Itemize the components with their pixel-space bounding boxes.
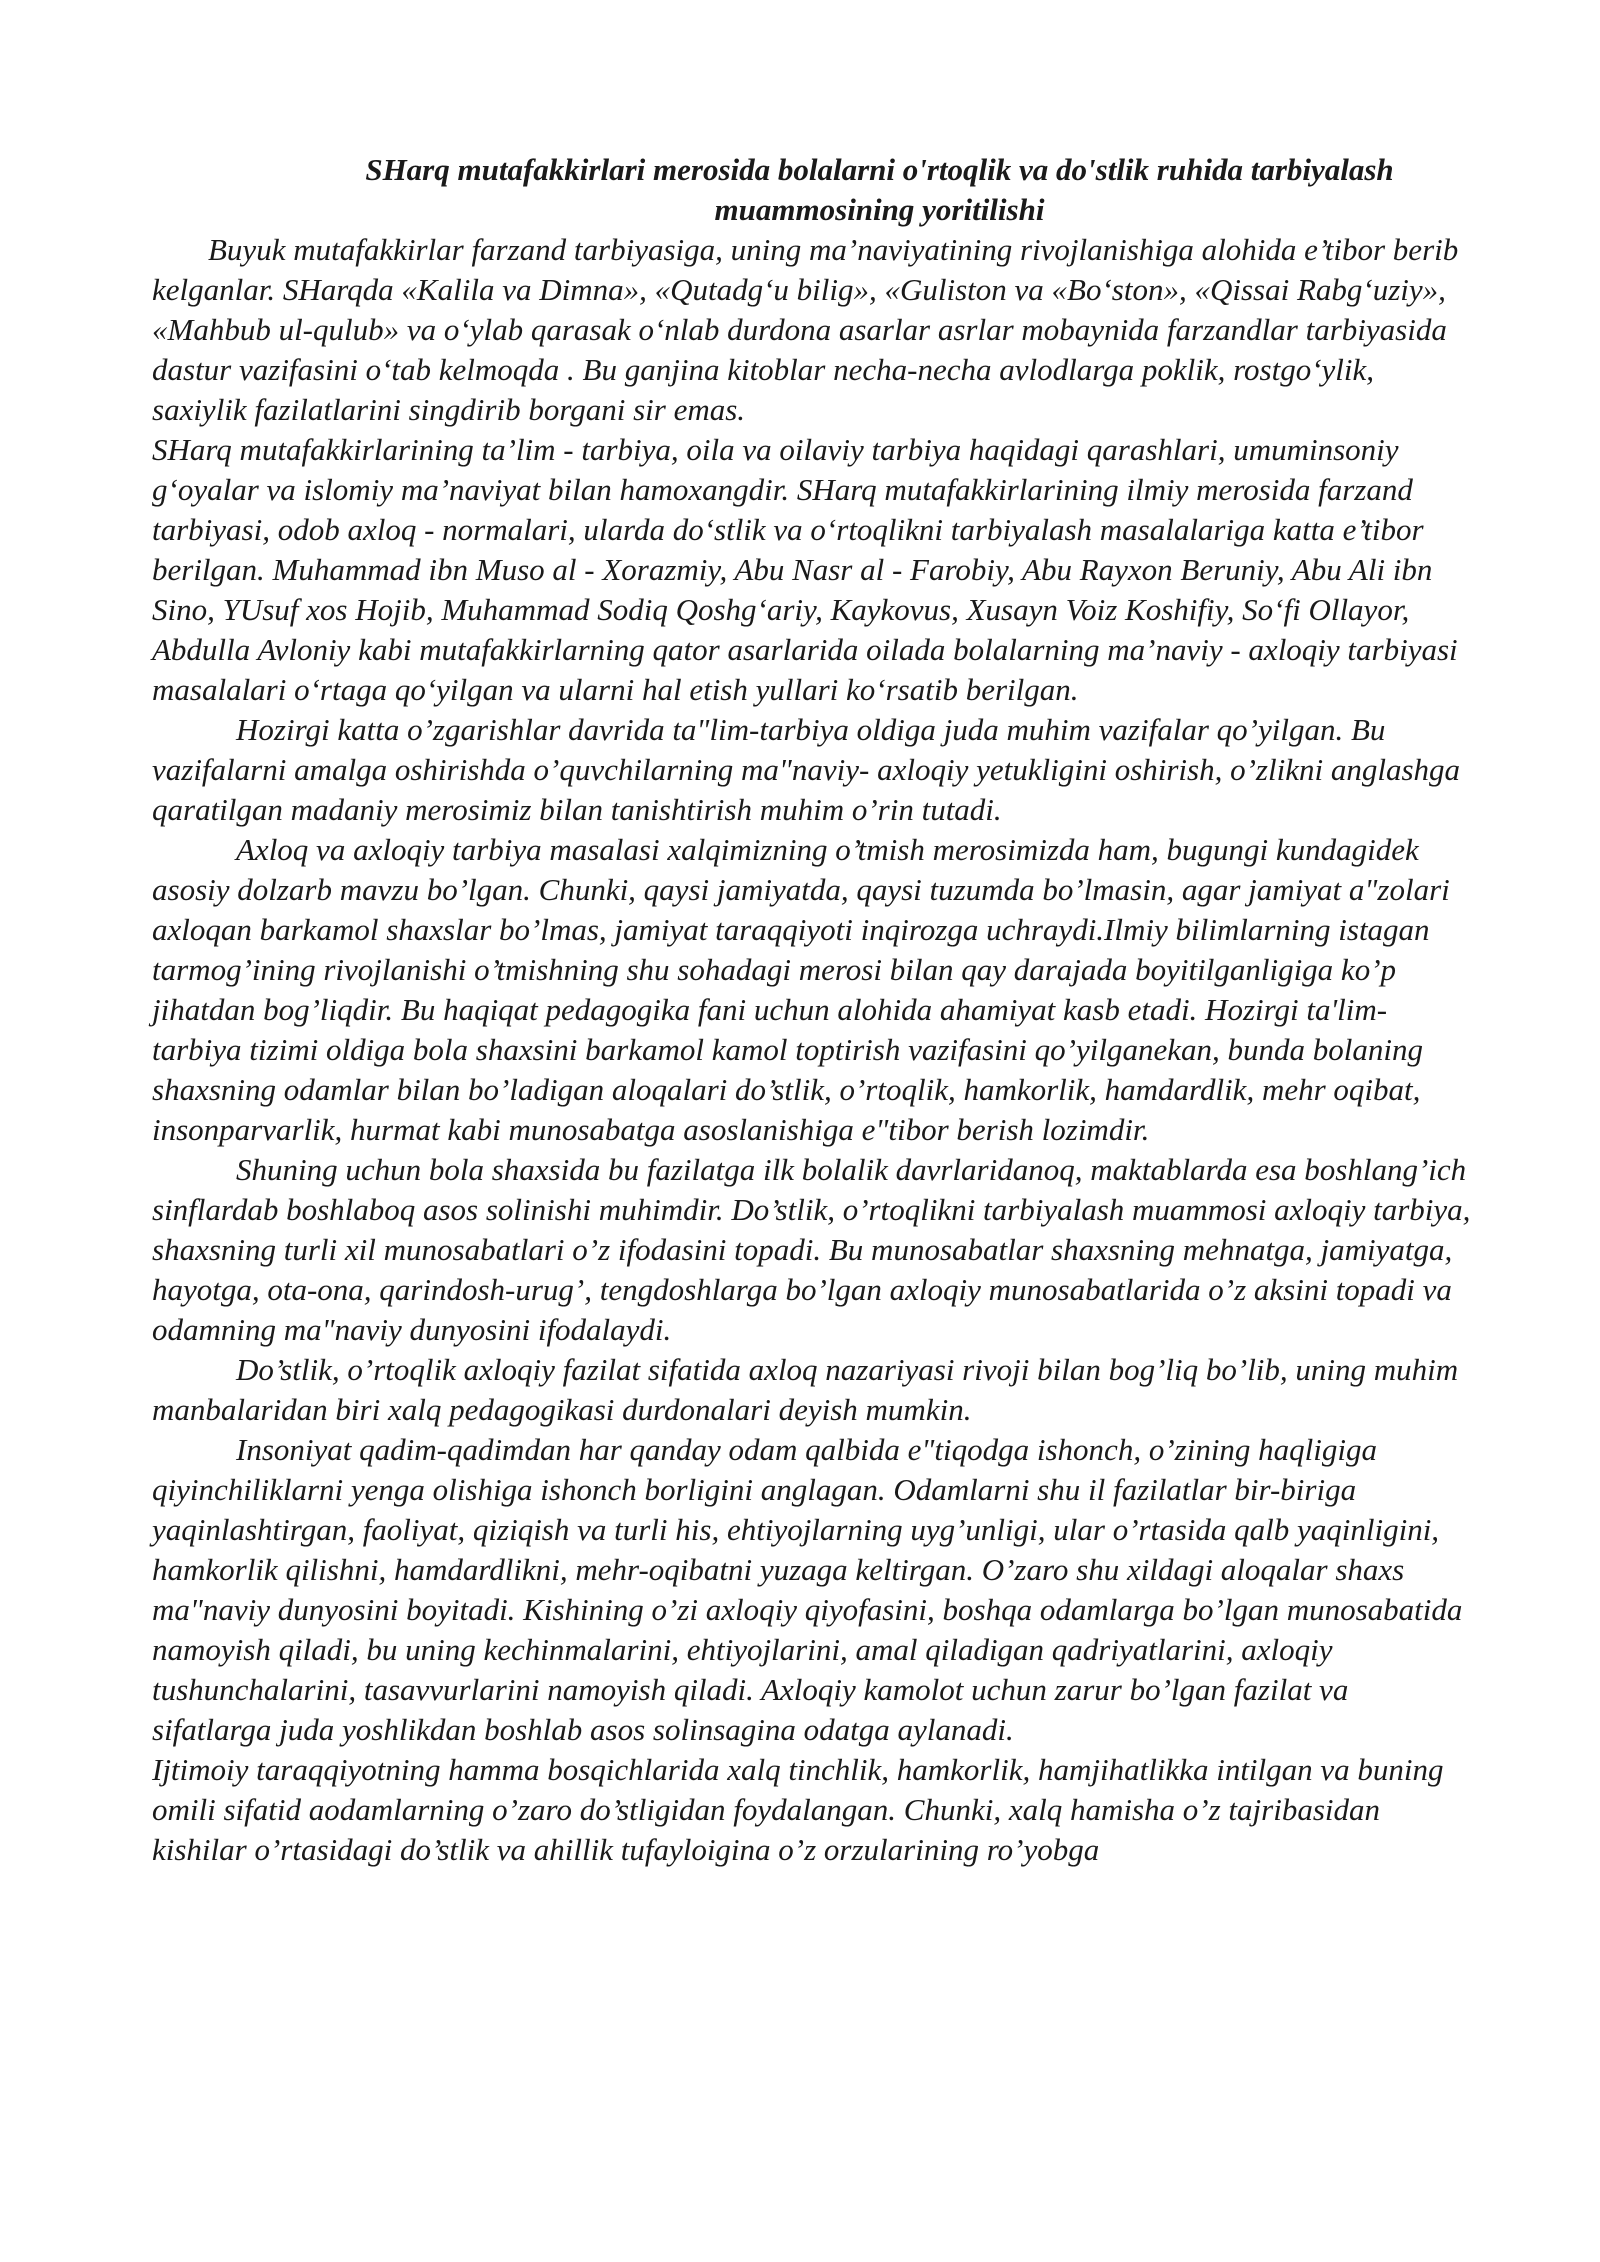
paragraph-5: Shuning uchun bola shaxsida bu fazilatga ilk bolalik davrlaridanoq, maktablarda esa boshlang’ich sinflardab boshlaboq asos solinishi muhimdir. Do’stlik, o’rtoqlikni tarbiyalash muammosi axloqiy tarbiya, shaxsning turli xil munosabatlari o’z ifodasini topadi. Bu munosabatlar shaxsning mehnatga, jamiyatga, hayotga, ota-ona, qarindosh-urug’, tengdoshlarga bo’lgan axloqiy munosabatlarida o’z aksini topadi va odamning ma"naviy dunyosini ifodalaydi. <box>152 1152 1471 1347</box>
document-title: SHarq mutafakkirlari merosida bolalarni o'rtoqlik va do'stlik ruhida tarbiyalash muammosining yoritilishi <box>365 152 1394 227</box>
document-page <box>152 150 1472 1870</box>
paragraph-4: Axloq va axloqiy tarbiya masalasi xalqimizning o’tmish merosimizda ham, bugungi kundagidek asosiy dolzarb mavzu bo’lgan. Chunki, qaysi jamiyatda, qaysi tuzumda bo’lmasin, agar jamiyat a"zolari axloqan barkamol shaxslar bo’lmas, jamiyat taraqqiyoti inqirozga uchraydi.Ilmiy bilimlarning istagan tarmog’ining rivojlanishi o’tmishning shu sohadagi merosi bilan qay darajada boyitilganligiga ko’p jihatdan bog’liqdir. Bu haqiqat pedagogika fani uchun alohida ahamiyat kasb etadi. Hozirgi ta'lim-tarbiya tizimi oldiga bola shaxsini barkamol kamol toptirish vazifasini qo’yilganekan, bunda bolaning shaxsning odamlar bilan bo’ladigan aloqalari do’stlik, o’rtoqlik, hamkorlik, hamdardlik, mehr oqibat, insonparvarlik, hurmat kabi munosabatga asoslanishiga e"tibor berish lozimdir. <box>152 832 1450 1147</box>
paragraph-2: SHarq mutafakkirlarining ta’lim - tarbiya, oila va oilaviy tarbiya haqidagi qarashlari, umuminsoniy g‘oyalar va islomiy ma’naviyat bilan hamoxangdir. SHarq mutafakkirlarining ilmiy merosida farzand tarbiyasi, odob axloq - normalari, ularda do‘stlik va o‘rtoqlikni tarbiyalash masalalariga katta e’tibor berilgan. Muhammad ibn Muso al - Xorazmiy, Abu Nasr al - Farobiy, Abu Rayxon Beruniy, Abu Ali ibn Sino, YUsuf xos Hojib, Muhammad Sodiq Qoshg‘ariy, Kaykovus, Xusayn Voiz Koshifiy, So‘fi Ollayor, Abdulla Avloniy kabi mutafakkirlarning qator asarlarida oilada bolalarning ma’naviy - axloqiy tarbiyasi masalalari o‘rtaga qo‘yilgan va ularni hal etish yullari ko‘rsatib berilgan. <box>152 432 1458 707</box>
paragraph-1: Buyuk mutafakkirlar farzand tarbiyasiga, uning ma’naviyatining rivojlanishiga alohida e’tibor berib kelganlar. SHarqda «Kalila va Dimna», «Qutadg‘u bilig», «Guliston va «Bo‘ston», «Qissai Rabg‘uziy», «Mahbub ul-qulub» va o‘ylab qarasak o‘nlab durdona asarlar asrlar mobaynida farzandlar tarbiyasida dastur vazifasini o‘tab kelmoqda . Bu ganjina kitoblar necha-necha avlodlarga poklik, rostgo‘ylik, saxiylik fazilatlarini singdirib borgani sir emas. <box>152 232 1459 427</box>
paragraph-8: Ijtimoiy taraqqiyotning hamma bosqichlarida xalq tinchlik, hamkorlik, hamjihatlikka intilgan va buning omili sifatid aodamlarning o’zaro do’stligidan foydalangan. Chunki, xalq hamisha o’z tajribasidan kishilar o’rtasidagi do’stlik va ahillik tufayloigina o’z orzularining ro’yobga <box>152 1752 1444 1867</box>
paragraph-7: Insoniyat qadim-qadimdan har qanday odam qalbida e"tiqodga ishonch, o’zining haqligiga qiyinchiliklarni yenga olishiga ishonch borligini anglagan. Odamlarni shu il fazilatlar bir-biriga yaqinlashtirgan, faoliyat, qiziqish va turli his, ehtiyojlarning uyg’unligi, ular o’rtasida qalb yaqinligini, hamkorlik qilishni, hamdardlikni, mehr-oqibatni yuzaga keltirgan. O’zaro shu xildagi aloqalar shaxs ma"naviy dunyosini boyitadi. Kishining o’zi axloqiy qiyofasini, boshqa odamlarga bo’lgan munosabatida namoyish qiladi, bu uning kechinmalarini, ehtiyojlarini, amal qiladigan qadriyatlarini, axloqiy tushunchalarini, tasavvurlarini namoyish qiladi. Axloqiy kamolot uchun zarur bo’lgan fazilat va sifatlarga juda yoshlikdan boshlab asos solinsagina odatga aylanadi. <box>152 1432 1463 1747</box>
paragraph-3: Hozirgi katta o’zgarishlar davrida ta"lim-tarbiya oldiga juda muhim vazifalar qo’yilgan. Bu vazifalarni amalga oshirishda o’quvchilarning ma"naviy- axloqiy yetukligini oshirish, o’zlikni anglashga qaratilgan madaniy merosimiz bilan tanishtirish muhim o’rin tutadi. <box>152 712 1461 827</box>
paragraph-6: Do’stlik, o’rtoqlik axloqiy fazilat sifatida axloq nazariyasi rivoji bilan bog’liq bo’lib, uning muhim manbalaridan biri xalq pedagogikasi durdonalari deyish mumkin. <box>152 1352 1459 1427</box>
